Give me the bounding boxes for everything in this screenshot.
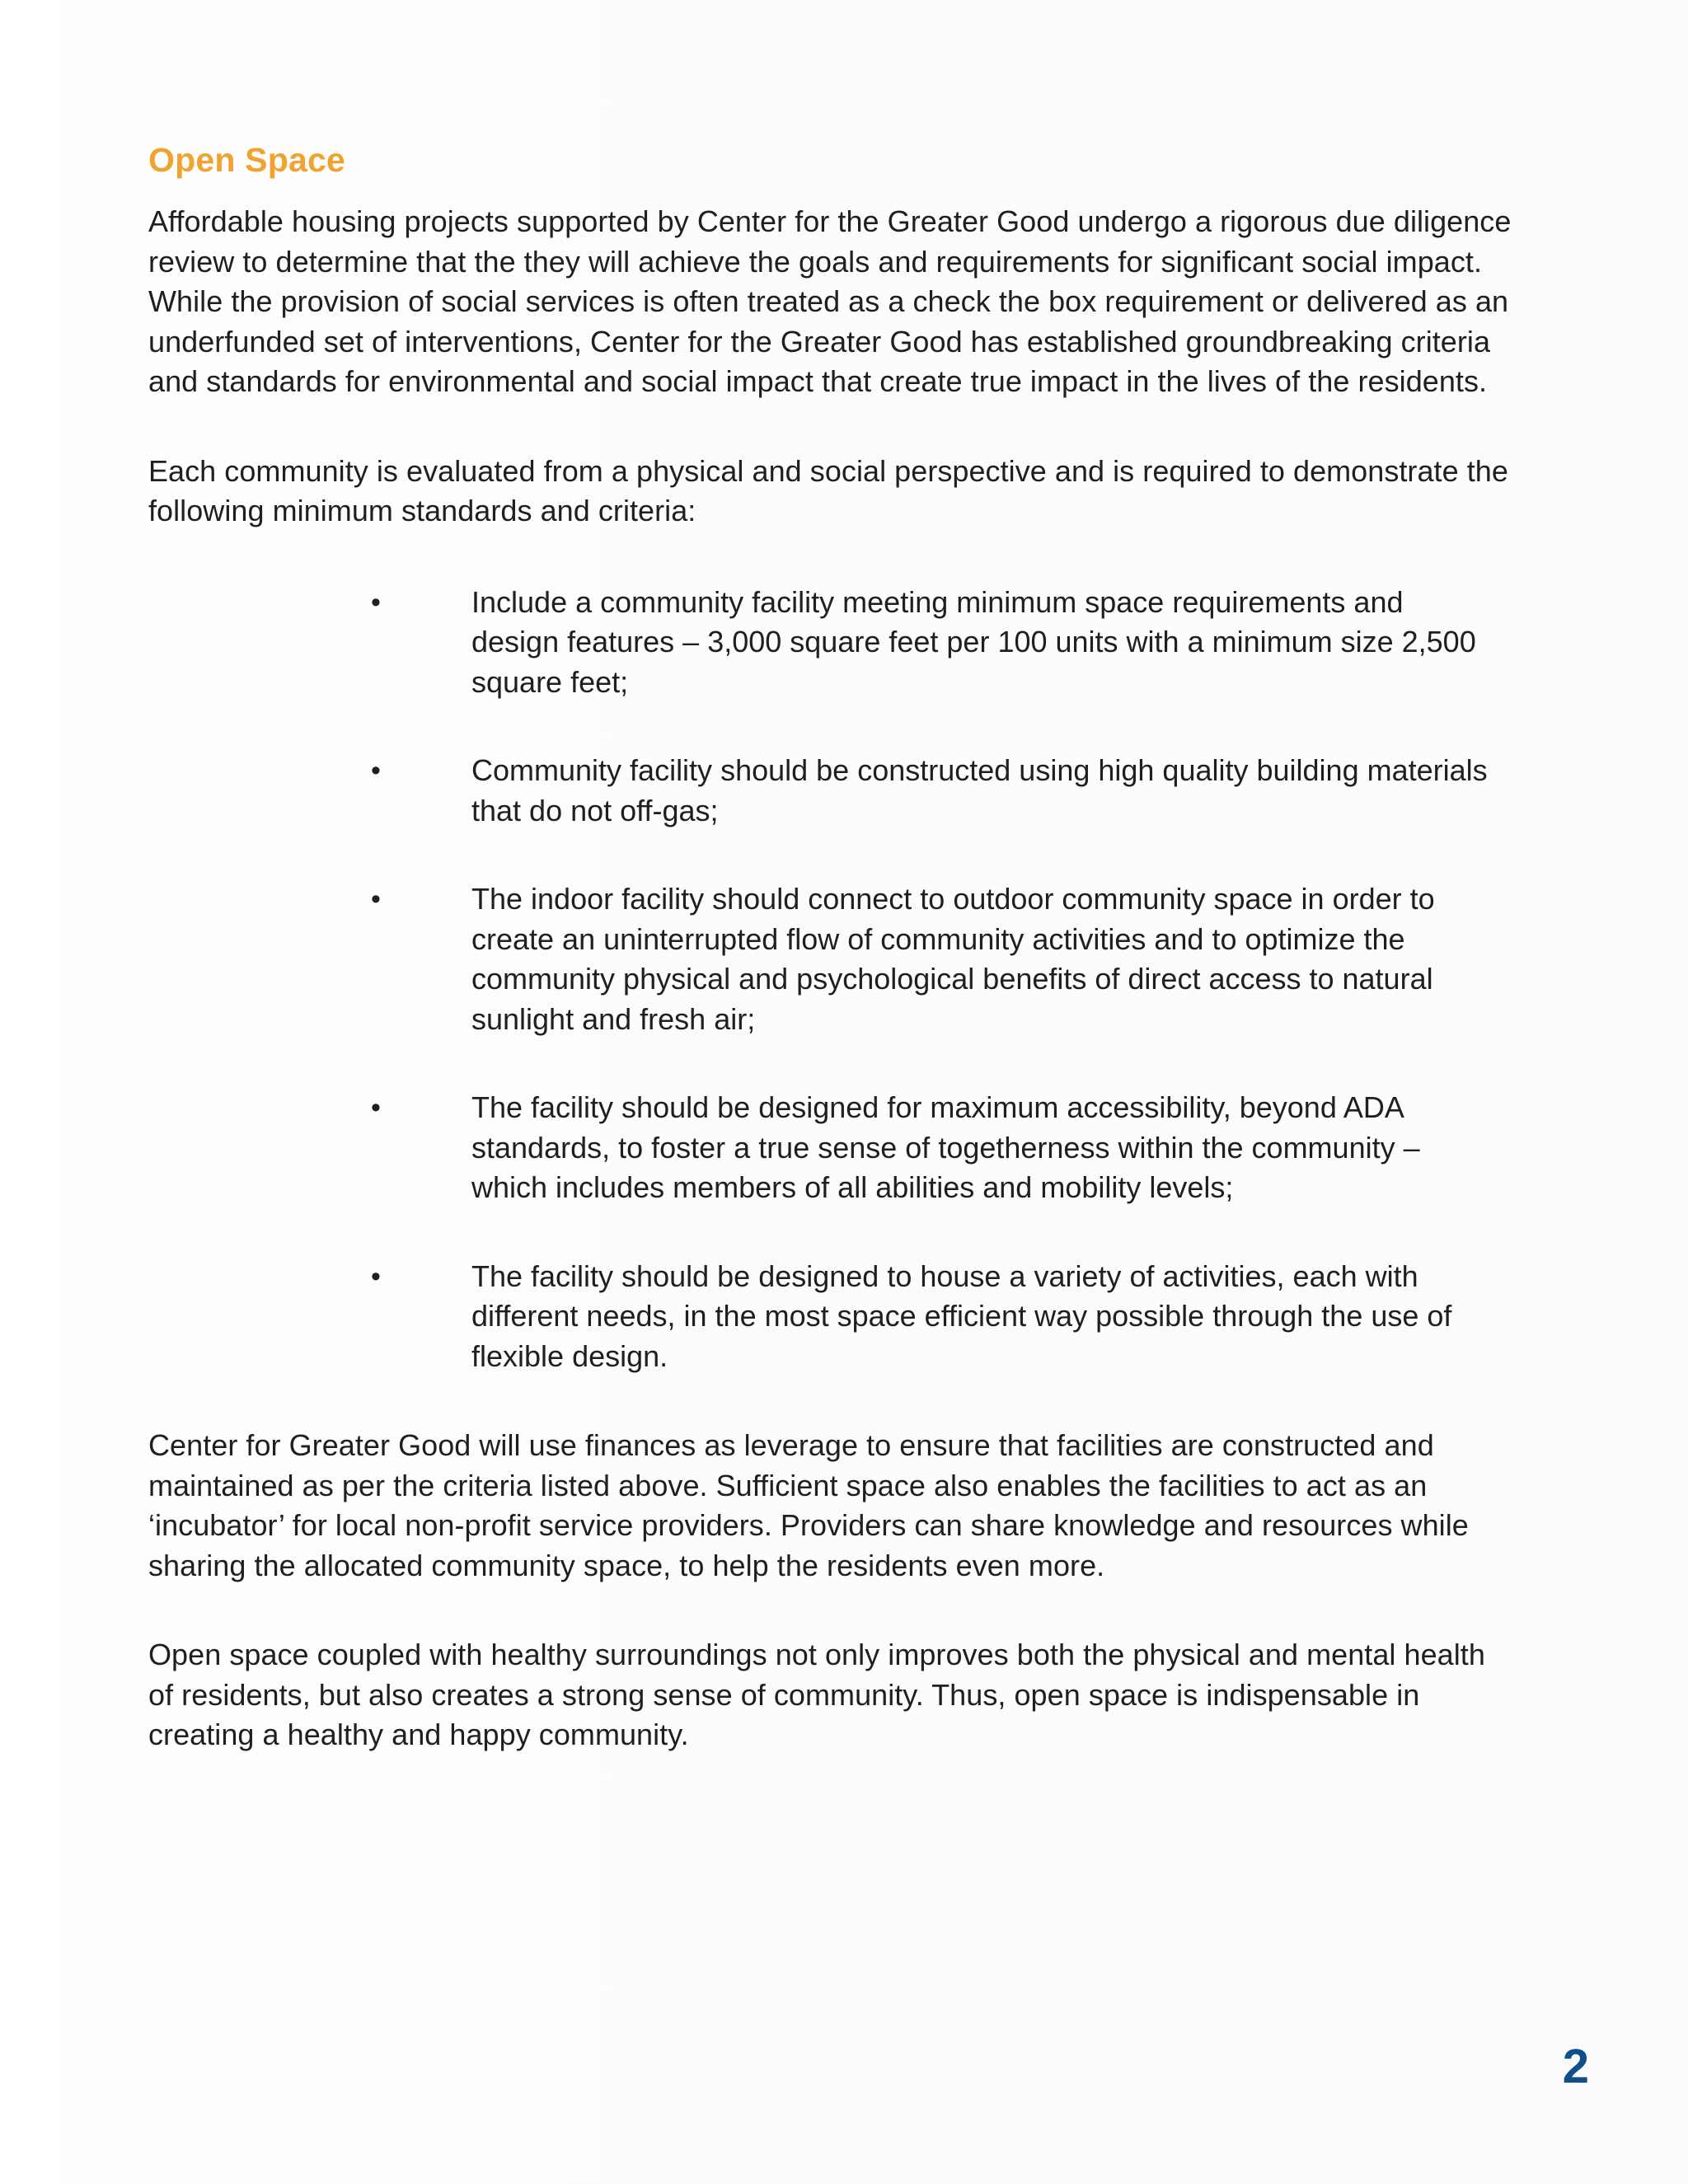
spacer	[148, 402, 1517, 452]
criteria-item	[148, 583, 1517, 703]
finance-paragraph: Center for Greater Good will use finances as leverage to ensure that facilities are constructed and maintained as per the criteria listed above. Sufficient space also enables the facilities to act as an ‘incubator’ for local non-profit service providers. Providers can share knowledge and resources while sharing the allocated community space, to help the residents even more.	[148, 1428, 1469, 1582]
criteria-list	[148, 583, 1517, 1377]
spacer	[148, 1586, 1517, 1635]
bullet-icon: •	[371, 1092, 381, 1123]
criteria-text: Include a community facility meeting minimum space requirements and design features – 3,000 square feet per 100 units with a minimum size 2,500 square feet;	[471, 584, 1476, 699]
criteria-item	[148, 751, 1517, 831]
page-number: 2	[1562, 2040, 1589, 2093]
bullet-icon: •	[371, 586, 381, 618]
closing-paragraph: Open space coupled with healthy surroundings not only improves both the physical and mental health of residents, but also creates a strong sense of community. Thus, open space is indispensable in creating a healthy and happy community.	[148, 1638, 1485, 1751]
criteria-intro-paragraph: Each community is evaluated from a physical and social perspective and is required to demonstrate the following minimum standards and criteria:	[148, 453, 1508, 527]
criteria-text: The indoor facility should connect to outdoor community space in order to create an uninterrupted flow of community activities and to optimize the community physical and psychological benefits of direct access to natural sunlight and fresh air;	[471, 882, 1435, 1036]
criteria-item	[148, 1088, 1517, 1208]
bullet-icon: •	[371, 1260, 381, 1292]
section-title: Open Space	[148, 141, 345, 179]
spacer	[148, 532, 1517, 583]
bullet-icon: •	[371, 755, 381, 786]
criteria-item	[148, 879, 1517, 1039]
page-content	[148, 140, 1517, 1755]
criteria-item	[148, 1257, 1517, 1377]
intro-paragraph: Affordable housing projects supported by Center for the Greater Good undergo a rigorous due diligence review to determine that the they will achieve the goals and requirements for significant social impact. While the provision of social services is often treated as a check the box requirement or delivered as an underfunded set of interventions, Center for the Greater Good has established groundbreaking criteria and standards for environmental and social impact that create true impact in the lives of the residents.	[148, 204, 1512, 398]
criteria-text: Community facility should be constructed using high quality building materials that do not off-gas;	[471, 753, 1488, 827]
criteria-text: The facility should be designed for maximum accessibility, beyond ADA standards, to foster a true sense of togetherness within the community – which includes members of all abilities and mobility levels;	[471, 1090, 1420, 1204]
criteria-text: The facility should be designed to house a variety of activities, each with different needs, in the most space efficient way possible through the use of flexible design.	[471, 1258, 1452, 1373]
bullet-icon: •	[371, 883, 381, 915]
